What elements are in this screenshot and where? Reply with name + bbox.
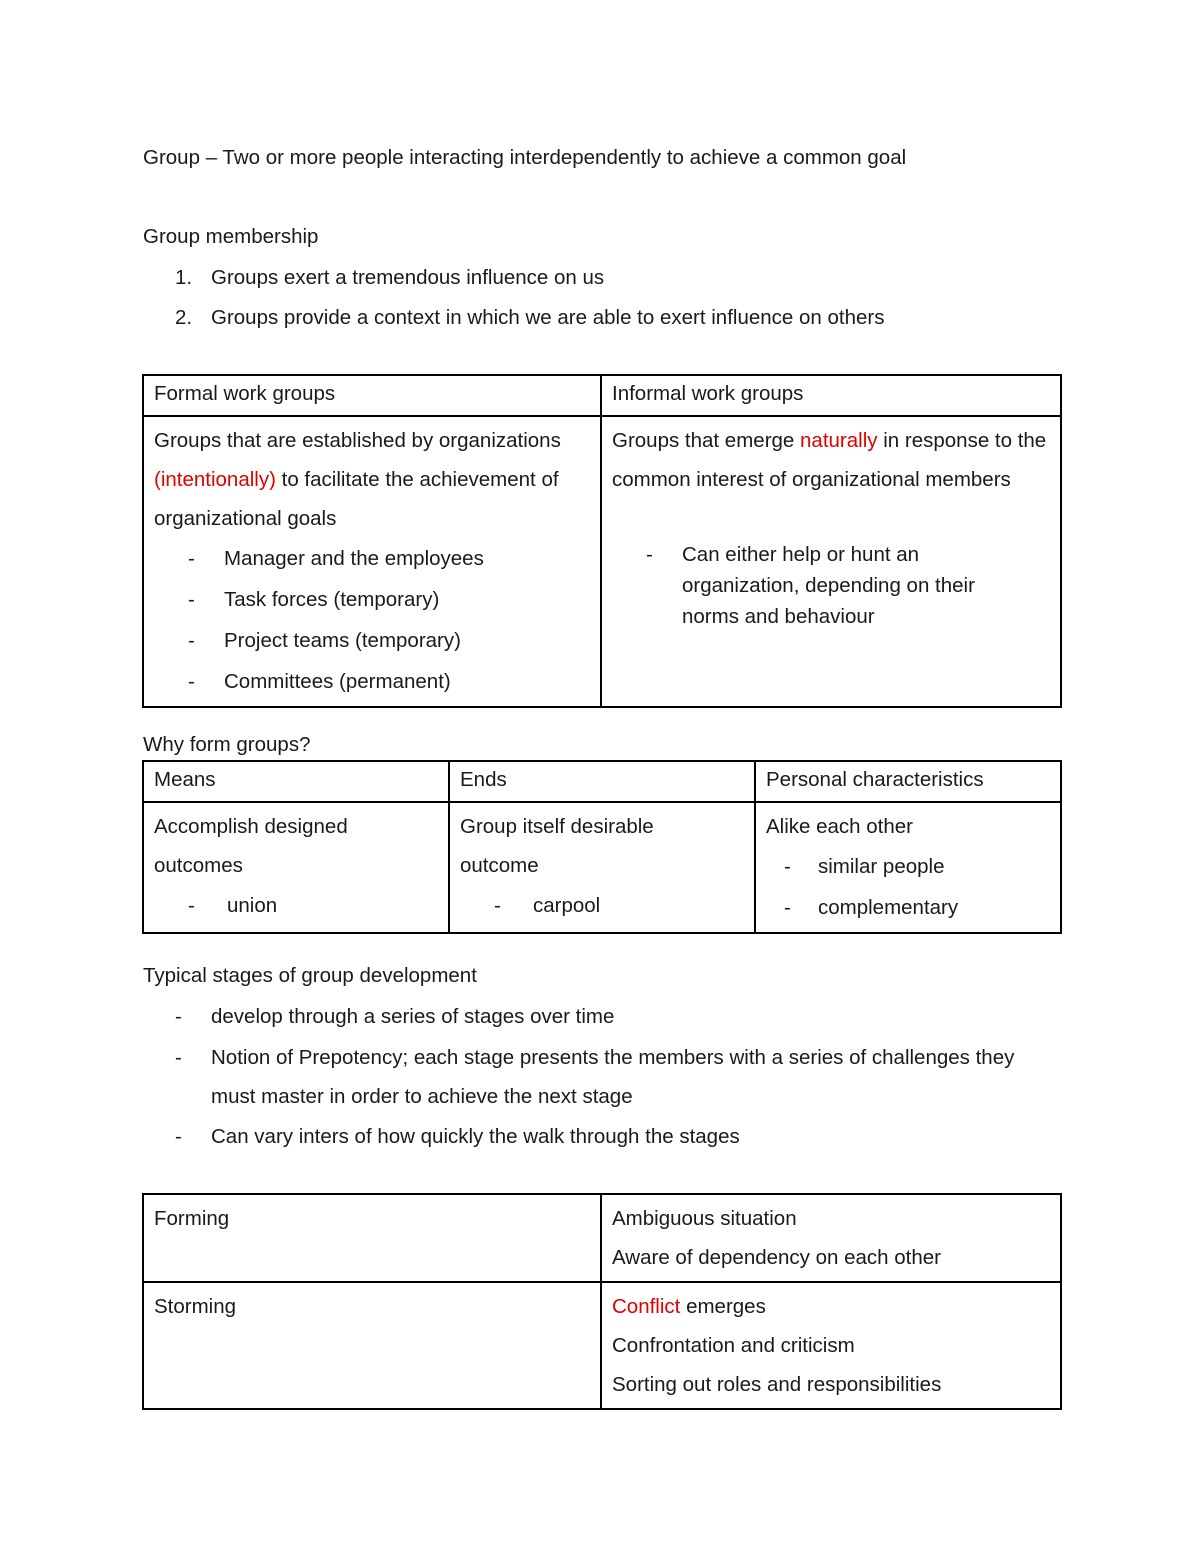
- dash: -: [175, 1005, 182, 1028]
- informal-cell: [601, 416, 1061, 707]
- formal-desc-text: Groups that are established by organizations: [154, 429, 561, 452]
- storming-line-1: [612, 1287, 1050, 1326]
- stages-heading: Typical stages of group development: [143, 964, 477, 987]
- list-item: - union: [188, 894, 278, 917]
- storming-label: Storming: [143, 1282, 601, 1409]
- stages-bullet-text: Notion of Prepotency; each stage presents the members with a series of challenges they: [211, 1046, 1015, 1069]
- list-number: 1.: [175, 266, 193, 289]
- means-cell: [143, 802, 449, 933]
- list-text: Groups provide a context in which we are able to exert influence on others: [211, 306, 885, 329]
- dash: -: [175, 1046, 182, 1069]
- formal-header: Formal work groups: [143, 375, 601, 416]
- storming-highlight: Conflict: [612, 1295, 681, 1318]
- formal-desc-text-2: to facilitate the achievement of organizational goals: [154, 468, 559, 530]
- personal-cell: [755, 802, 1061, 933]
- work-groups-table: [142, 374, 1062, 708]
- informal-desc-text: Groups that emerge: [612, 429, 795, 452]
- forming-line: Ambiguous situation: [612, 1207, 797, 1230]
- list-item: - Can either help or hunt an organization, depending on their norms and behaviour: [646, 543, 975, 628]
- stages-bullet-text: must master in order to achieve the next stage: [211, 1085, 633, 1108]
- ends-cell: [449, 802, 755, 933]
- personal-bullets: [766, 846, 1050, 928]
- means-header: Means: [143, 761, 449, 802]
- personal-header: Personal characteristics: [755, 761, 1061, 802]
- list-item: - carpool: [494, 894, 601, 917]
- informal-bullet-list: [612, 539, 1050, 632]
- definition-text: Two or more people interacting interdependently to achieve a common goal: [222, 146, 907, 169]
- means-bullets: [154, 885, 438, 926]
- informal-description: [612, 421, 1050, 499]
- stages-table: [142, 1193, 1062, 1410]
- dash: -: [175, 1125, 182, 1148]
- list-item: - complementary: [784, 896, 959, 919]
- definition-separator: –: [205, 146, 218, 169]
- personal-desc: Alike each other: [766, 815, 914, 838]
- list-item: - similar people: [784, 855, 945, 878]
- stages-bullet-text: develop through a series of stages over time: [211, 1005, 615, 1028]
- list-item: - Committees (permanent): [188, 670, 451, 693]
- list-item: - Task forces (temporary): [188, 588, 440, 611]
- forming-cell: [601, 1194, 1061, 1282]
- ends-bullets: [460, 885, 744, 926]
- means-desc: Accomplish designed outcomes: [154, 815, 348, 877]
- storming-line: Confrontation and criticism: [612, 1334, 855, 1357]
- storming-line: Sorting out roles and responsibilities: [612, 1373, 942, 1396]
- stages-bullet-text: Can vary inters of how quickly the walk through the stages: [211, 1125, 740, 1148]
- membership-heading: Group membership: [143, 225, 319, 248]
- storming-cell: [601, 1282, 1061, 1409]
- formal-cell: [143, 416, 601, 707]
- formal-description: [154, 421, 590, 538]
- list-item: - Project teams (temporary): [188, 629, 461, 652]
- formal-desc-highlight: (intentionally): [154, 468, 276, 491]
- informal-desc-text-2: in response to the common interest of organizational members: [612, 429, 1047, 491]
- storming-line-rest: emerges: [686, 1295, 766, 1318]
- list-text: Groups exert a tremendous influence on us: [211, 266, 605, 289]
- definition-term: Group: [143, 146, 200, 169]
- formal-bullet-list: [154, 538, 590, 702]
- list-item: - Manager and the employees: [188, 547, 484, 570]
- group-definition: [143, 146, 906, 170]
- informal-header: Informal work groups: [601, 375, 1061, 416]
- forming-label: Forming: [143, 1194, 601, 1282]
- list-number: 2.: [175, 306, 193, 329]
- forming-line: Aware of dependency on each other: [612, 1246, 942, 1269]
- why-groups-table: [142, 760, 1062, 934]
- informal-desc-highlight: naturally: [800, 429, 878, 452]
- ends-desc: Group itself desirable outcome: [460, 815, 654, 877]
- why-groups-heading: Why form groups?: [143, 733, 311, 756]
- ends-header: Ends: [449, 761, 755, 802]
